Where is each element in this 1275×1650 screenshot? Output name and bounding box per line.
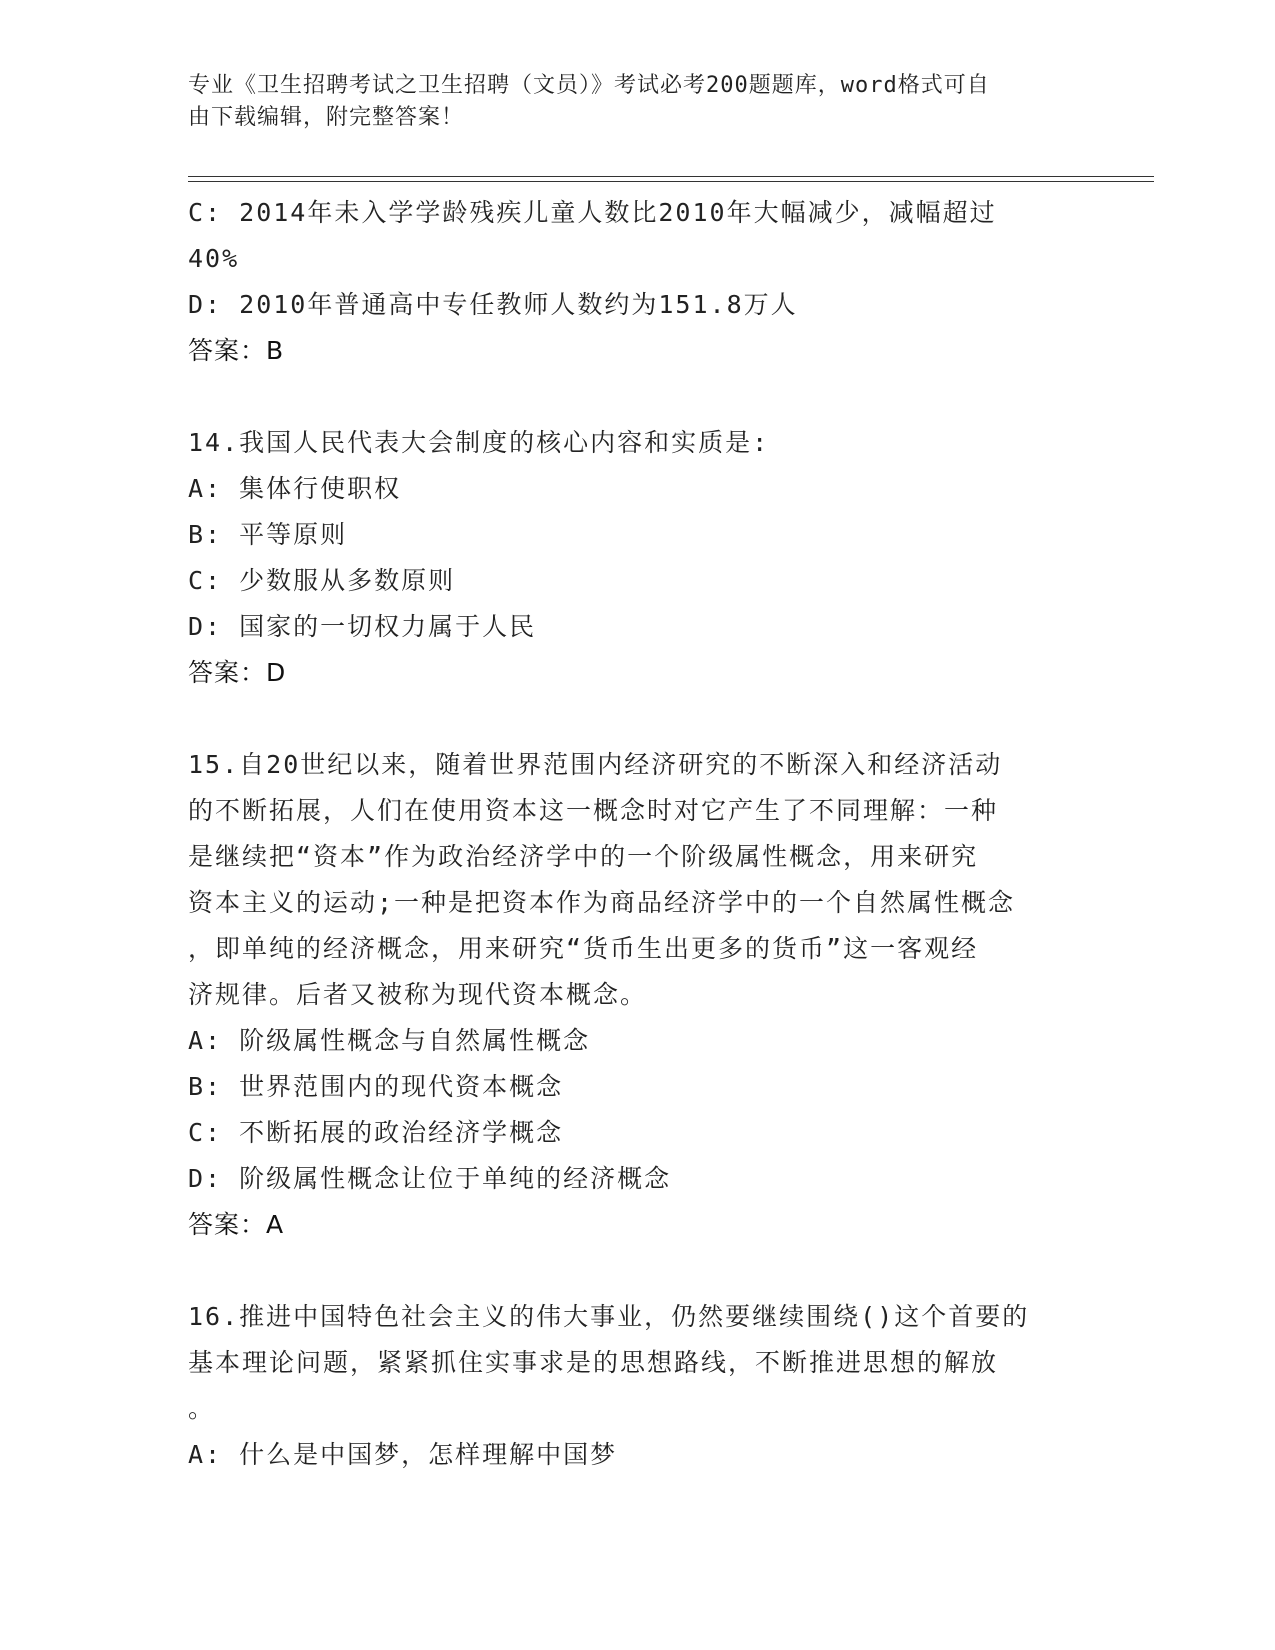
q15-option-b: B: 世界范围内的现代资本概念 — [188, 1072, 564, 1101]
q14-answer: 答案：D — [188, 658, 287, 687]
q15-question-line-3: 是继续把“资本”作为政治经济学中的一个阶级属性概念，用来研究 — [188, 842, 979, 871]
q15-answer: 答案：A — [188, 1210, 285, 1239]
spacer — [188, 696, 1088, 742]
q13-answer: 答案：B — [188, 336, 285, 365]
q14-option-b: B: 平等原则 — [188, 520, 348, 549]
q13-option-c-line-1: C: 2014年未入学学龄残疾儿童人数比2010年大幅减少，减幅超过 — [188, 198, 997, 227]
header-divider-top — [188, 176, 1154, 177]
spacer — [188, 1248, 1088, 1294]
q15-option-c: C: 不断拓展的政治经济学概念 — [188, 1118, 564, 1147]
q15-option-a: A: 阶级属性概念与自然属性概念 — [188, 1026, 591, 1055]
q13-option-d: D: 2010年普通高中专任教师人数约为151.8万人 — [188, 290, 798, 319]
q14-option-d: D: 国家的一切权力属于人民 — [188, 612, 537, 641]
document-header — [188, 70, 1088, 134]
q14-option-c: C: 少数服从多数原则 — [188, 566, 456, 595]
q15-question-line-2: 的不断拓展，人们在使用资本这一概念时对它产生了不同理解：一种 — [188, 796, 999, 825]
q15-question-line-5: ，即单纯的经济概念，用来研究“货币生出更多的货币”这一客观经 — [188, 934, 979, 963]
q15-question-line-4: 资本主义的运动;一种是把资本作为商品经济学中的一个自然属性概念 — [188, 888, 1016, 917]
header-title-line-1: 专业《卫生招聘考试之卫生招聘（文员）》考试必考200题题库，word格式可自 — [188, 73, 990, 98]
q13-option-c-line-2: 40% — [188, 244, 240, 273]
q15-question-line-6: 济规律。后者又被称为现代资本概念。 — [188, 980, 648, 1009]
header-title-line-2: 由下载编辑，附完整答案！ — [188, 105, 465, 130]
spacer — [188, 374, 1088, 420]
question-content — [188, 190, 1088, 1478]
q16-question-line-3: 。 — [188, 1394, 216, 1423]
header-divider-bottom — [188, 181, 1154, 182]
q15-option-d: D: 阶级属性概念让位于单纯的经济概念 — [188, 1164, 672, 1193]
q16-question-line-1: 16.推进中国特色社会主义的伟大事业，仍然要继续围绕()这个首要的 — [188, 1302, 1030, 1331]
q14-question: 14.我国人民代表大会制度的核心内容和实质是: — [188, 428, 770, 457]
q14-option-a: A: 集体行使职权 — [188, 474, 402, 503]
q16-question-line-2: 基本理论问题，紧紧抓住实事求是的思想路线，不断推进思想的解放 — [188, 1348, 999, 1377]
q16-option-a: A: 什么是中国梦，怎样理解中国梦 — [188, 1440, 618, 1469]
q15-question-line-1: 15.自20世纪以来，随着世界范围内经济研究的不断深入和经济活动 — [188, 750, 1003, 779]
